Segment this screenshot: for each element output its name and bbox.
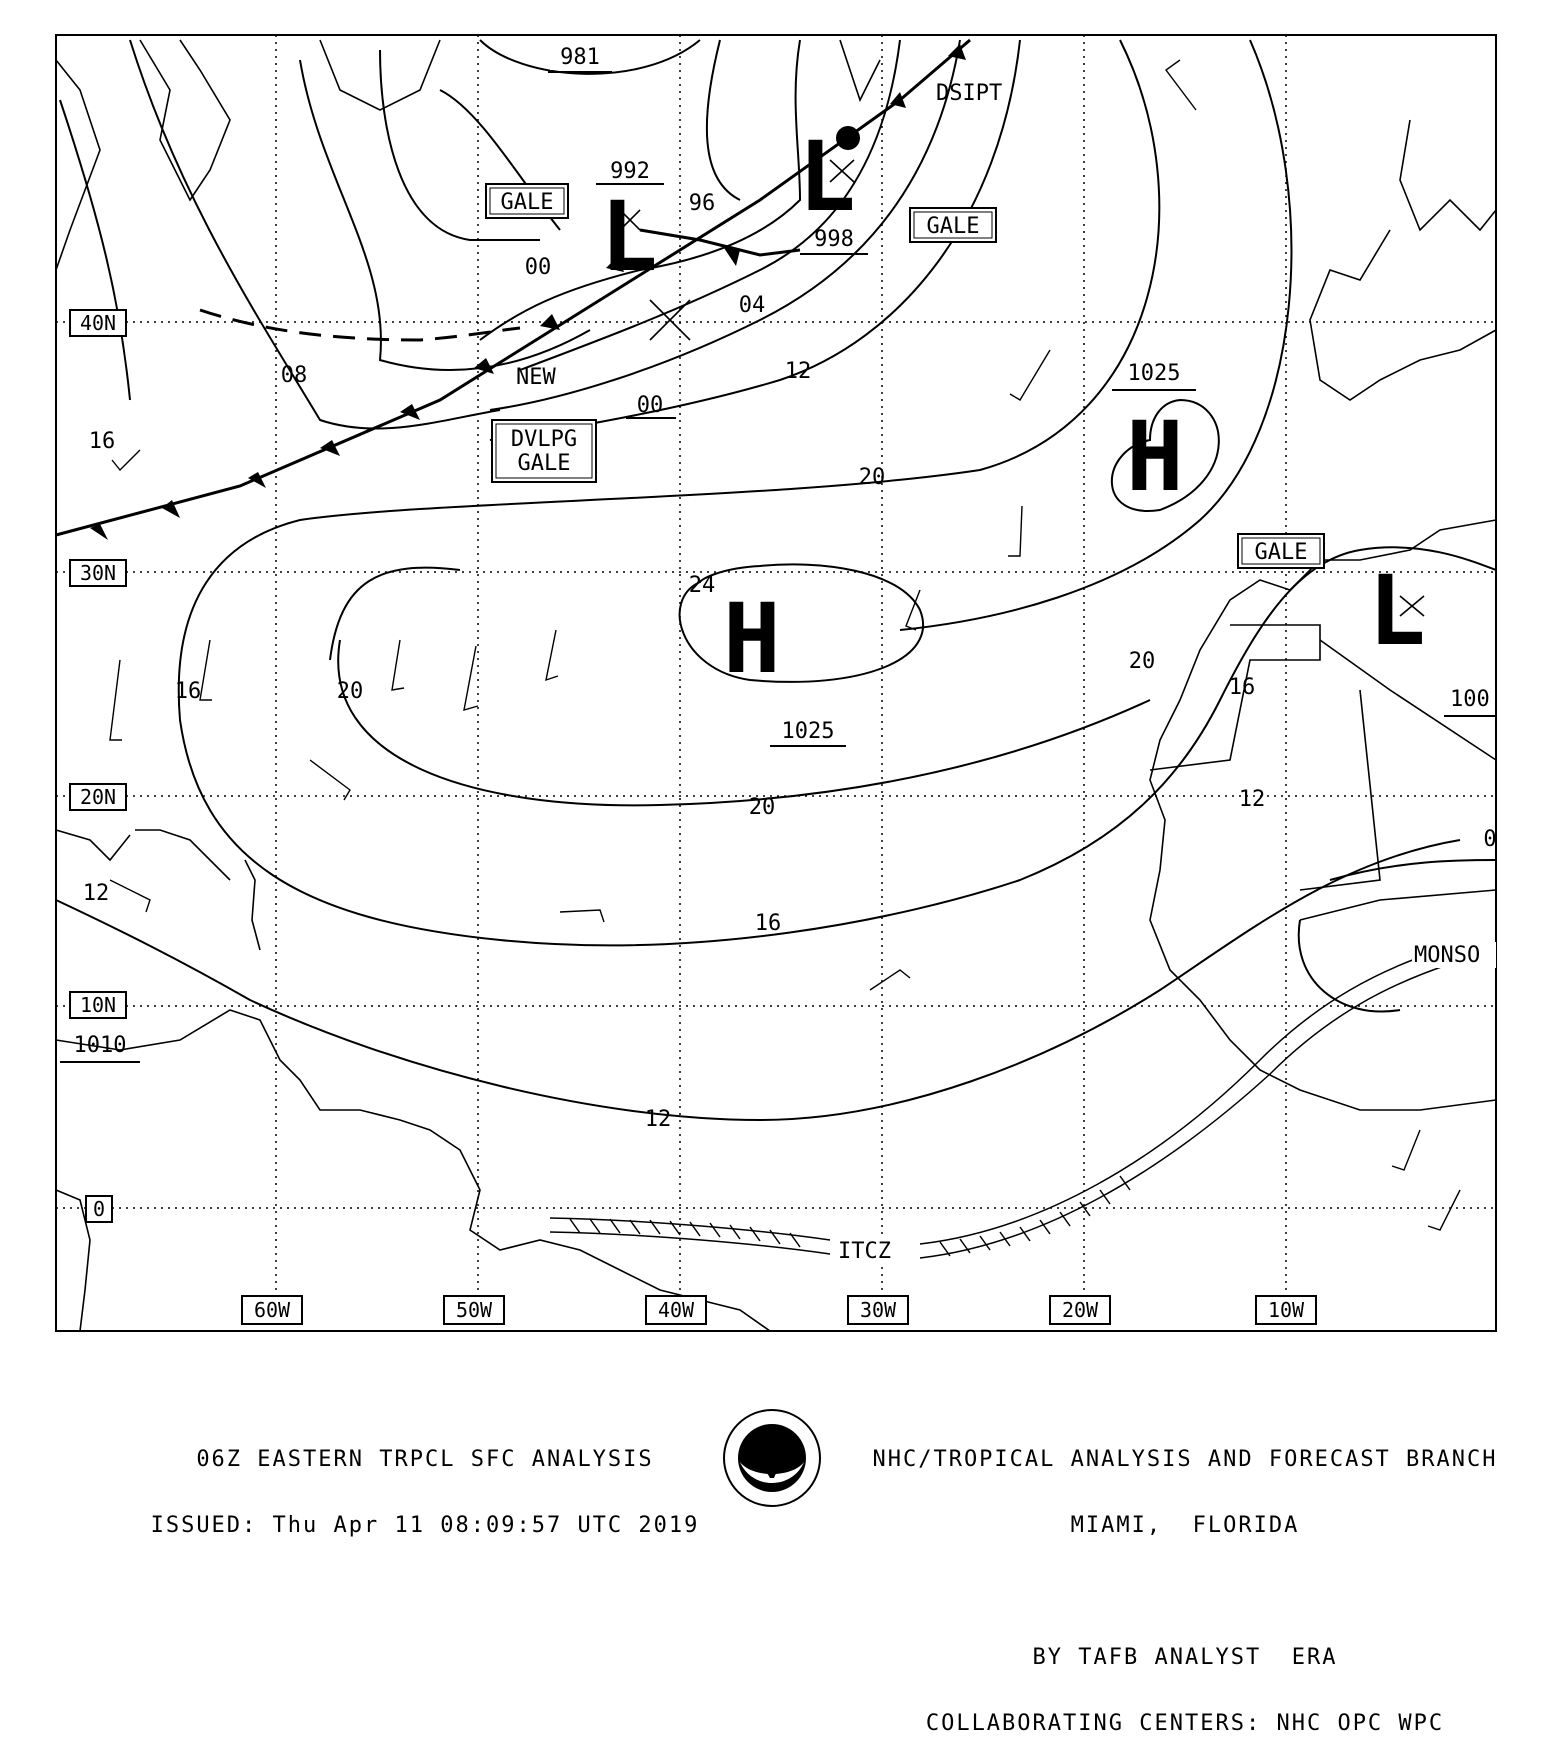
annotations	[516, 81, 1496, 1264]
gale-box-label: GALE	[926, 214, 980, 239]
footer-right	[835, 1405, 1535, 1757]
analysis-title: 06Z EASTERN TRPCL SFC ANALYSIS	[196, 1447, 654, 1472]
isobar-label: 24	[688, 573, 716, 598]
isobar-label: 20	[336, 679, 364, 704]
low-value: 100	[1450, 687, 1490, 712]
gale-box-label: GALE	[500, 190, 554, 215]
lat-label	[70, 310, 126, 336]
lat-label-text: 40N	[79, 311, 117, 335]
isobars	[56, 40, 1496, 1120]
high-value: 1025	[781, 719, 835, 744]
isobar-label: 1010	[73, 1033, 127, 1058]
low-symbol: L	[1368, 555, 1426, 667]
lat-label	[86, 1196, 112, 1222]
lon-label	[242, 1296, 302, 1324]
lat-label	[70, 784, 126, 810]
lat-label	[70, 992, 126, 1018]
lat-label-text: 0	[92, 1197, 106, 1221]
itcz-label: ITCZ	[838, 1239, 891, 1264]
branch-name: NHC/TROPICAL ANALYSIS AND FORECAST BRANCH	[872, 1447, 1498, 1472]
analyst-name: BY TAFB ANALYST ERA	[1032, 1645, 1338, 1670]
lon-label-text: 20W	[1061, 1298, 1099, 1322]
isobar-label: 12	[82, 881, 110, 906]
isobar-label: 16	[88, 429, 116, 454]
lon-label-text: 10W	[1267, 1298, 1305, 1322]
monsoon-label: MONSO	[1414, 943, 1481, 968]
developing-gale-label: DVLPG	[510, 427, 578, 452]
footer-left	[105, 1405, 745, 1559]
gale-box	[1238, 534, 1324, 568]
gale-box	[910, 208, 996, 242]
dissipating-label: DSIPT	[936, 81, 1003, 106]
gale-box-label: GALE	[1254, 540, 1308, 565]
lon-label	[848, 1296, 908, 1324]
isobar-label: 16	[1228, 675, 1256, 700]
longitude-labels	[242, 1296, 1316, 1324]
new-label: NEW	[516, 365, 556, 390]
issued-timestamp: ISSUED: Thu Apr 11 08:09:57 UTC 2019	[150, 1513, 700, 1538]
isobar-label: 08	[280, 363, 308, 388]
lon-label-text: 30W	[859, 1298, 897, 1322]
lat-label-text: 10N	[79, 993, 117, 1017]
low-symbol: L	[600, 181, 658, 293]
lon-label	[1256, 1296, 1316, 1324]
isobar-label: 12	[644, 1107, 672, 1132]
low-value: 992	[610, 159, 650, 184]
isobar-label: 20	[858, 465, 886, 490]
logo-text: NOAA	[756, 1435, 788, 1450]
branch-location: MIAMI, FLORIDA	[1070, 1513, 1300, 1538]
developing-gale-box	[492, 420, 596, 482]
isobar-label: 12	[784, 359, 812, 384]
high-value: 1025	[1127, 361, 1181, 386]
isobar-label: 0	[1483, 827, 1497, 852]
lat-label-text: 20N	[79, 785, 117, 809]
lon-label	[1050, 1296, 1110, 1324]
isobar-label: 16	[174, 679, 202, 704]
isobar-label: 20	[748, 795, 776, 820]
isobar-label: 981	[560, 45, 600, 70]
itcz	[550, 950, 1450, 1258]
isobar-label: 20	[1128, 649, 1156, 674]
high-symbol: H	[723, 583, 781, 695]
lon-label-text: 60W	[253, 1298, 291, 1322]
isobar-label: 16	[754, 911, 782, 936]
low-symbol: L	[798, 121, 856, 233]
lon-label	[444, 1296, 504, 1324]
trough	[200, 310, 520, 340]
lon-label-text: 50W	[455, 1298, 493, 1322]
lat-label	[70, 560, 126, 586]
gale-box	[486, 184, 568, 218]
lon-label	[646, 1296, 706, 1324]
isobar-label: 04	[738, 293, 766, 318]
isobar-label: 00	[524, 255, 552, 280]
collaborating-centers: COLLABORATING CENTERS: NHC OPC WPC	[925, 1711, 1445, 1736]
isobar-label: 00	[636, 393, 664, 418]
developing-gale-sublabel: GALE	[517, 451, 571, 476]
isobar-label: 12	[1238, 787, 1266, 812]
high-symbol: H	[1126, 401, 1184, 513]
lon-label-text: 40W	[657, 1298, 695, 1322]
lat-label-text: 30N	[79, 561, 117, 585]
wind-barbs	[110, 60, 1460, 1230]
boundaries	[1150, 625, 1496, 920]
pressure-centers	[596, 121, 1496, 746]
isobar-label: 96	[688, 191, 716, 216]
low-value: 998	[814, 227, 854, 252]
noaa-logo-icon	[722, 1408, 822, 1508]
